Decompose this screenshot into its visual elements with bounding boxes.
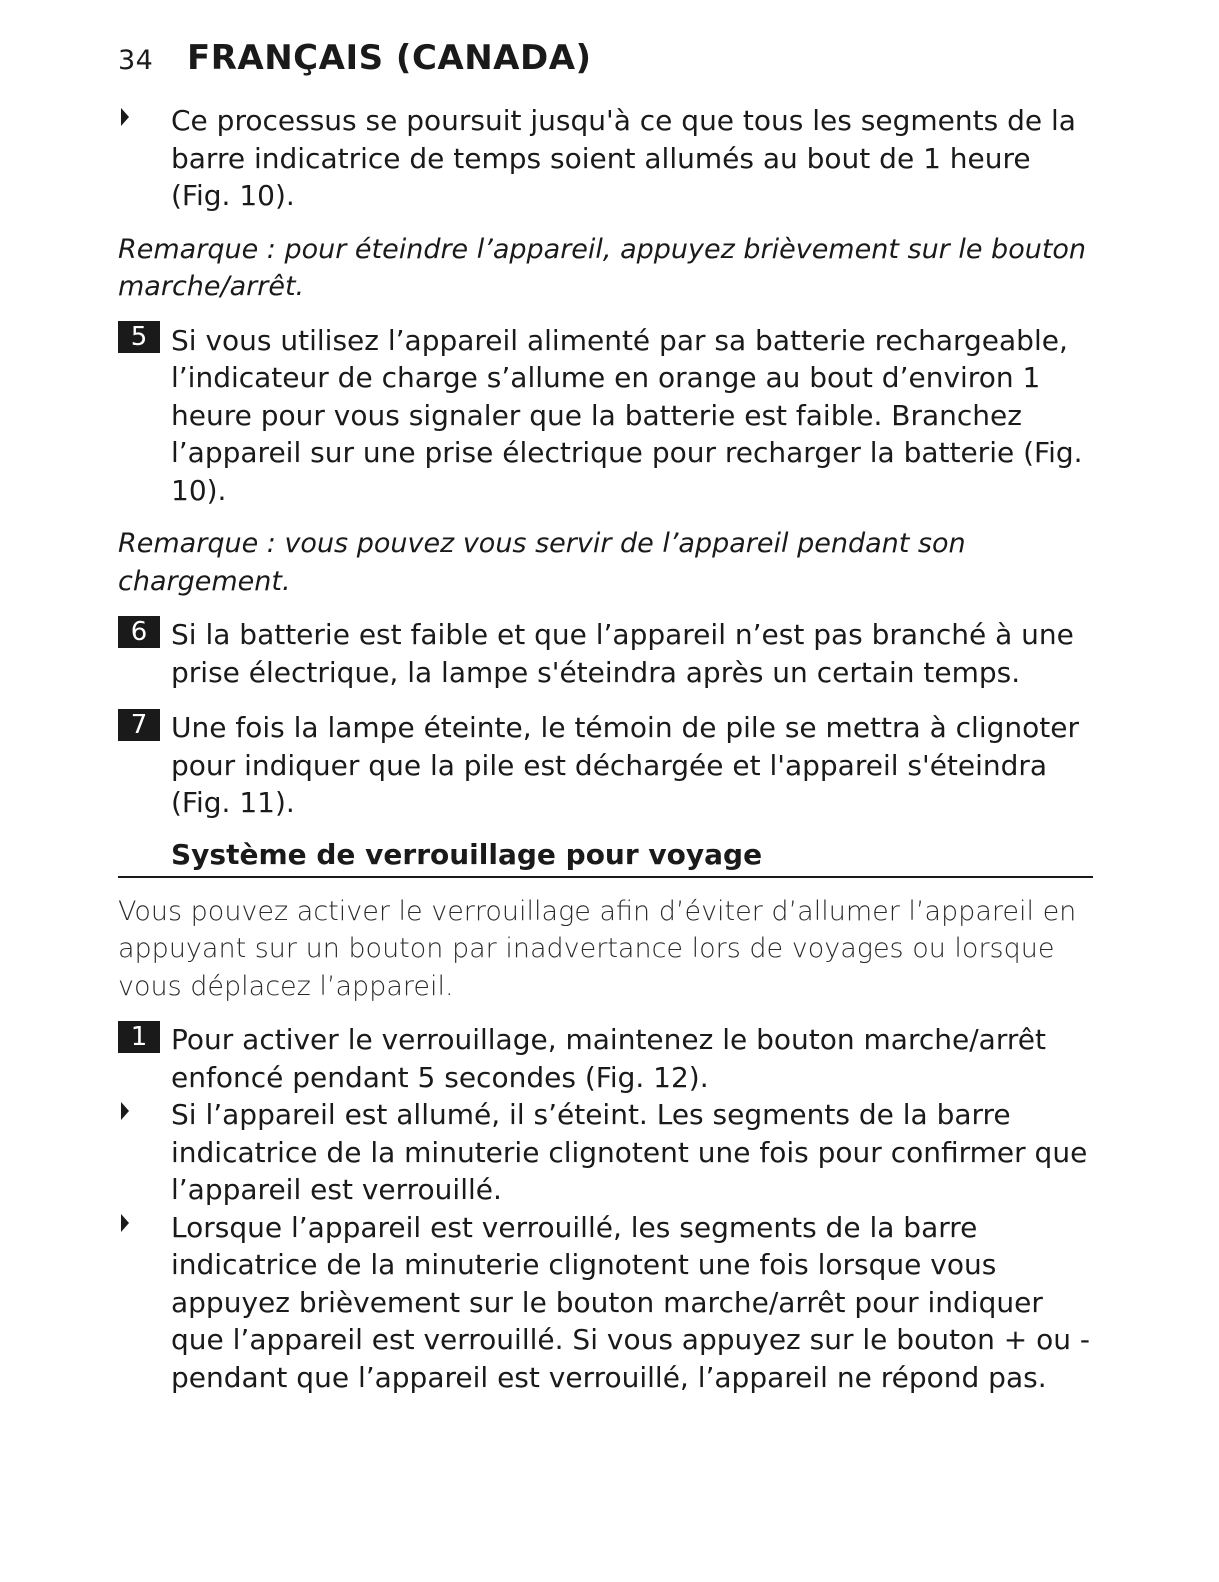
intro-paragraph: Vous pouvez activer le verrouillage afin d’éviter d’allumer l’appareil en appuyant sur un bouton par inadvertance lors de voyages ou lorsque vous déplacez l’appareil. xyxy=(118,895,1077,1002)
step-number-badge: 5 xyxy=(118,321,160,353)
step-number-badge: 6 xyxy=(118,616,160,648)
step-number-badge: 1 xyxy=(118,1021,160,1053)
step-text: Une fois la lampe éteinte, le témoin de pile se mettra à clignoter pour indiquer que la pile est déchargée et l'appareil s'éteindra (Fig. 11). xyxy=(171,711,1079,819)
note-paragraph: Remarque : pour éteindre l’appareil, appuyez brièvement sur le bouton marche/arrêt. xyxy=(118,233,1087,302)
bullet-item xyxy=(118,1096,1093,1209)
page-number: 34 xyxy=(118,45,154,76)
step-item xyxy=(118,709,1093,822)
bullet-item xyxy=(118,1209,1093,1397)
step-item xyxy=(118,616,1093,691)
bullet-arrow-icon xyxy=(121,108,129,126)
step-item xyxy=(118,322,1093,510)
step-text: Pour activer le verrouillage, maintenez le bouton marche/arrêt enfoncé pendant 5 secondes (Fig. 12). xyxy=(171,1023,1046,1094)
bullet-text: Lorsque l’appareil est verrouillé, les segments de la barre indicatrice de la minuterie clignotent une fois lorsque vous appuyez brièvement sur le bouton marche/arrêt pour indiquer que l’appareil est verrouillé. Si vous appuyez sur le bouton + ou - pendant que l’appareil est verrouillé, l’appareil ne répond pas. xyxy=(171,1210,1090,1394)
bullet-item xyxy=(118,102,1093,215)
step-number-badge: 7 xyxy=(118,709,160,741)
manual-page xyxy=(118,38,1093,1396)
step-item xyxy=(118,1021,1093,1096)
section-title: FRANÇAIS (CANADA) xyxy=(187,38,592,78)
bullet-arrow-icon xyxy=(121,1214,129,1232)
bullet-text: Ce processus se poursuit jusqu'à ce que tous les segments de la barre indicatrice de temps soient allumés au bout de 1 heure (Fig. 10). xyxy=(171,104,1076,212)
note-paragraph: Remarque : vous pouvez vous servir de l’appareil pendant son chargement. xyxy=(118,528,966,597)
page-header xyxy=(118,38,1093,84)
step-text: Si la batterie est faible et que l’appareil n’est pas branché à une prise électrique, la lampe s'éteindra après un certain temps. xyxy=(171,618,1074,689)
bullet-text: Si l’appareil est allumé, il s’éteint. Les segments de la barre indicatrice de la minuterie clignotent une fois pour confirmer que l’appareil est verrouillé. xyxy=(171,1098,1088,1206)
subsection-heading: Système de verrouillage pour voyage xyxy=(118,837,1093,878)
bullet-arrow-icon xyxy=(121,1102,129,1120)
step-text: Si vous utilisez l’appareil alimenté par sa batterie rechargeable, l’indicateur de charge s’allume en orange au bout d’environ 1 heure pour vous signaler que la batterie est faible. Branchez l’appareil sur une prise électrique pour recharger la batterie (Fig. 10). xyxy=(171,323,1083,507)
